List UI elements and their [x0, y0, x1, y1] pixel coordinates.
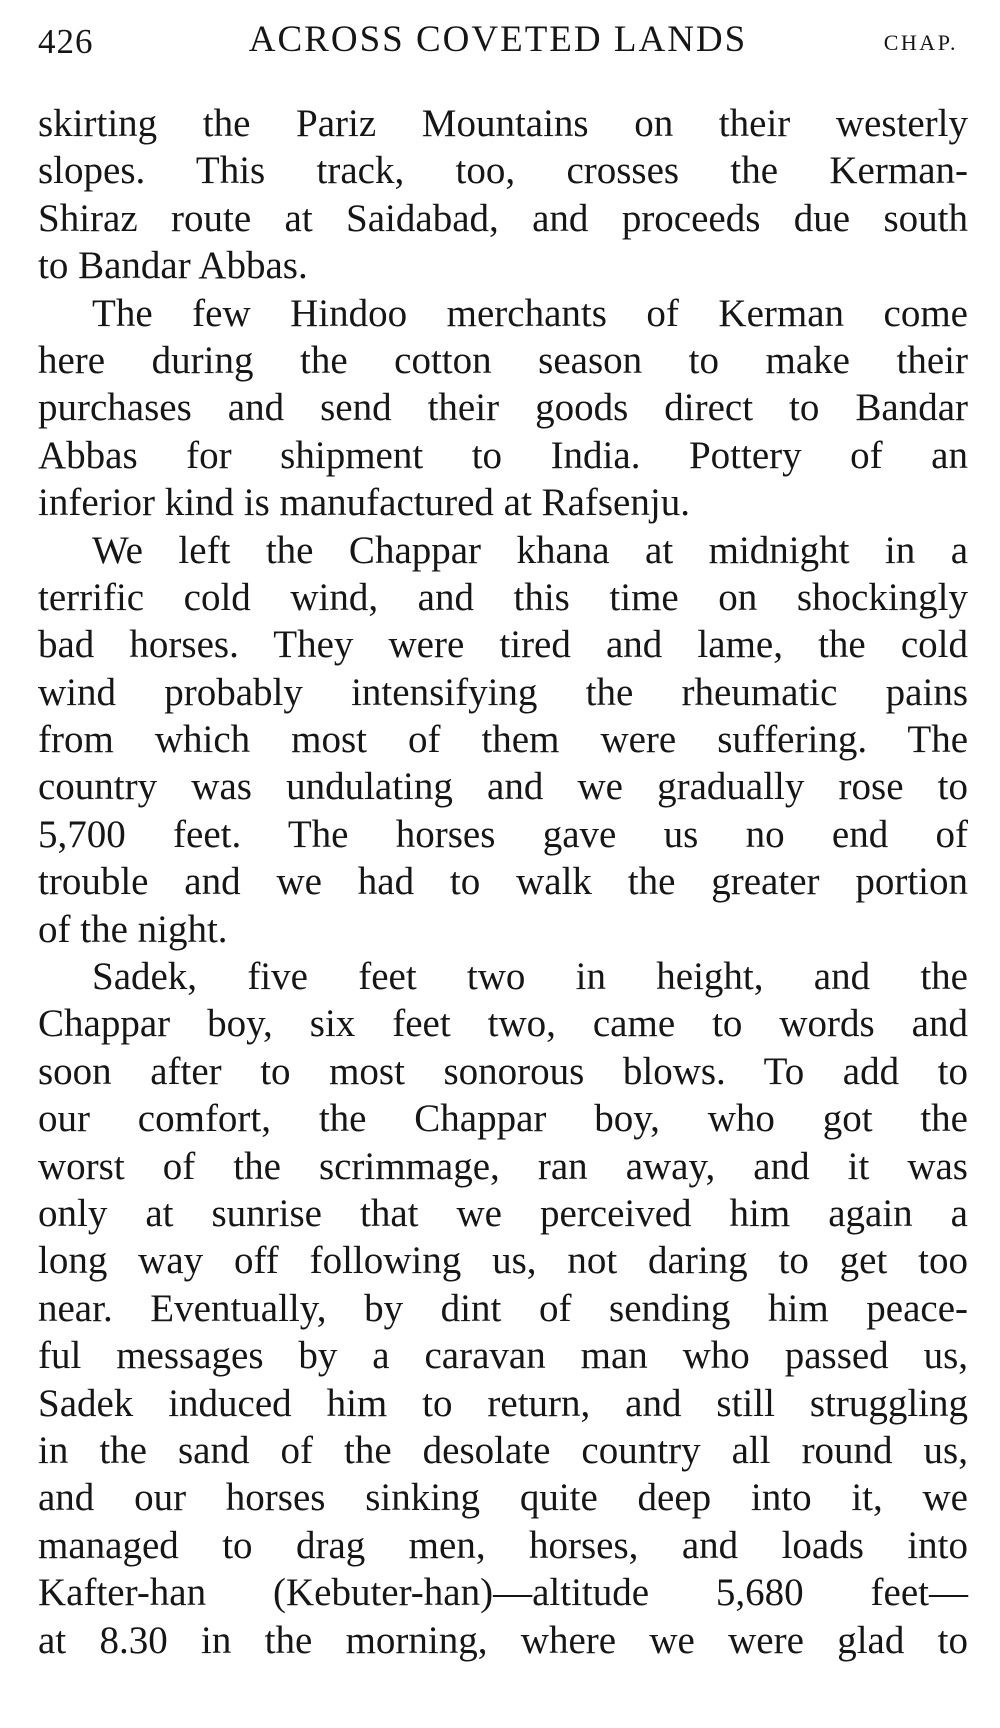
text-line: wind probably intensifying the rheumatic pains: [38, 670, 968, 714]
page-number: 426: [38, 22, 94, 61]
text-line: Sadek induced him to return, and still struggling: [38, 1381, 968, 1425]
running-title: ACROSS COVETED LANDS: [248, 19, 748, 60]
text-line: Chappar boy, six feet two, came to words and: [38, 1002, 968, 1046]
paragraph-4: [38, 953, 968, 1664]
paragraph-1: [38, 100, 968, 290]
text-line: our comfort, the Chappar boy, who got the: [38, 1097, 968, 1141]
paragraph-3: [38, 527, 968, 954]
chapter-label: CHAP.: [883, 30, 958, 55]
text-line: managed to drag men, horses, and loads into: [38, 1523, 968, 1567]
text-line: Shiraz route at Saidabad, and proceeds due south: [38, 196, 968, 240]
text-line: at 8.30 in the morning, where we were glad to: [38, 1618, 968, 1662]
text-line: ful messages by a caravan man who passed us,: [38, 1334, 968, 1378]
text-line: Kafter-han (Kebuter-han)—altitude 5,680 feet—: [38, 1571, 968, 1615]
text-line: and our horses sinking quite deep into it, we: [38, 1476, 968, 1520]
text-line: soon after to most sonorous blows. To add to: [38, 1049, 968, 1093]
paragraph-2: [38, 290, 968, 527]
text-line: near. Eventually, by dint of sending him peace-: [38, 1286, 968, 1330]
text-line: skirting the Pariz Mountains on their westerly: [38, 102, 968, 145]
running-head: [38, 18, 958, 78]
text-line: trouble and we had to walk the greater portion: [38, 860, 968, 904]
text-line: Sadek, five feet two in height, and the: [92, 955, 968, 999]
text-line: bad horses. They were tired and lame, the cold: [38, 623, 968, 667]
text-line: long way off following us, not daring to get too: [38, 1239, 968, 1283]
text-line: of the night.: [38, 907, 228, 951]
text-line: inferior kind is manufactured at Rafsenju.: [38, 481, 690, 525]
text-line: worst of the scrimmage, ran away, and it was: [38, 1144, 968, 1188]
text-line: The few Hindoo merchants of Kerman come: [92, 291, 968, 335]
text-line: Abbas for shipment to India. Pottery of an: [38, 433, 968, 477]
text-line: in the sand of the desolate country all round us,: [38, 1428, 968, 1472]
text-line: only at sunrise that we perceived him again a: [38, 1191, 968, 1235]
text-line: from which most of them were suffering. The: [38, 718, 968, 762]
text-line: here during the cotton season to make their: [38, 338, 968, 382]
body-text: [38, 100, 968, 1664]
text-line: country was undulating and we gradually rose to: [38, 765, 968, 809]
text-line: to Bandar Abbas.: [38, 244, 308, 288]
text-line: We left the Chappar khana at midnight in a: [92, 528, 968, 572]
text-line: 5,700 feet. The horses gave us no end of: [38, 812, 968, 856]
text-line: terrific cold wind, and this time on shockingly: [38, 575, 968, 619]
text-line: slopes. This track, too, crosses the Kerman-: [38, 149, 968, 193]
text-line: purchases and send their goods direct to Bandar: [38, 386, 968, 430]
